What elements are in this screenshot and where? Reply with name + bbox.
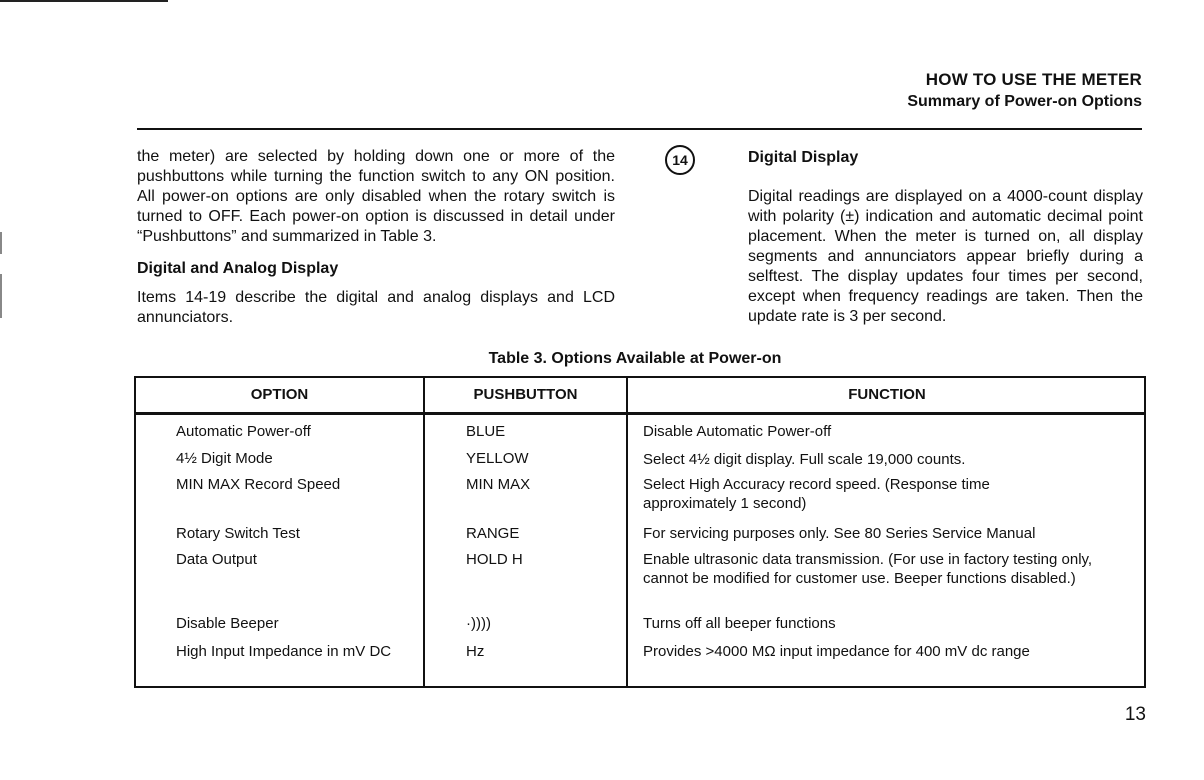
column-header-function: FUNCTION [848,386,926,403]
digital-display-heading: Digital Display [748,149,859,166]
analog-display-heading: Digital and Analog Display [137,260,339,277]
pushbutton-cell: HOLD H [466,551,523,568]
header-rule [137,128,1142,130]
function-cell: Turns off all beeper functions [643,615,836,632]
scan-gutter-mark [0,274,2,318]
option-cell: Automatic Power-off [176,423,311,440]
column-header-option: OPTION [250,386,309,403]
option-cell: Rotary Switch Test [176,525,300,542]
pushbutton-cell: MIN MAX [466,476,531,493]
intro-paragraph: the meter) are selected by holding down one or more of the pushbuttons while turning the function switch to any ON position. All power-on options are only disabled when the rotary switch is turned to OFF. Each power-on option is discussed in detail under “Pushbuttons” and summarized in Table 3. [137,148,615,245]
pushbutton-cell: YELLOW [466,450,529,467]
option-cell: MIN MAX Record Speed [176,476,341,493]
column-header-pushbutton: PUSHBUTTON [473,386,578,403]
function-cell: Enable ultrasonic data transmission. (For use in factory testing only, cannot be modified for customer use. Beeper functions disabled.) [643,551,1093,587]
options-table [134,376,1146,688]
analog-display-paragraph: Items 14-19 describe the digital and analog displays and LCD annunciators. [137,289,615,326]
section-subtitle: Summary of Power-on Options [907,93,1142,110]
digital-display-paragraph: Digital readings are displayed on a 4000-count display with polarity (±) indication and automatic decimal point placement. When the meter is turned on, all display segments and annunciators appear briefly during a selftest. The display updates four times per second, except when frequency readings are taken. Then the update rate is 3 per second. [748,188,1143,325]
corner-rule [0,0,168,2]
function-cell: Disable Automatic Power-off [643,423,832,440]
pushbutton-cell: Hz [466,643,485,660]
function-cell: For servicing purposes only. See 80 Series Service Manual [643,525,1036,542]
header-divider [136,412,1144,415]
pushbutton-cell: RANGE [466,525,520,542]
section-title: HOW TO USE THE METER [925,70,1142,89]
option-cell: 4½ Digit Mode [176,450,273,467]
scan-gutter-mark [0,232,2,254]
page-number: 13 [1124,704,1146,725]
option-cell: Disable Beeper [176,615,279,632]
function-cell: Select High Accuracy record speed. (Response time approximately 1 second) [643,476,990,512]
column-divider [423,378,425,686]
function-cell: Select 4½ digit display. Full scale 19,000 counts. [643,451,966,468]
table-title: Table 3. Options Available at Power-on [488,350,782,367]
column-divider [626,378,628,686]
pushbutton-cell: ·)))) [466,615,491,632]
option-cell: Data Output [176,551,257,568]
item-number-badge: 14 [665,145,695,175]
pushbutton-cell: BLUE [466,423,506,440]
option-cell: High Input Impedance in mV DC [176,643,392,660]
function-cell: Provides >4000 MΩ input impedance for 400 mV dc range [643,643,1030,660]
